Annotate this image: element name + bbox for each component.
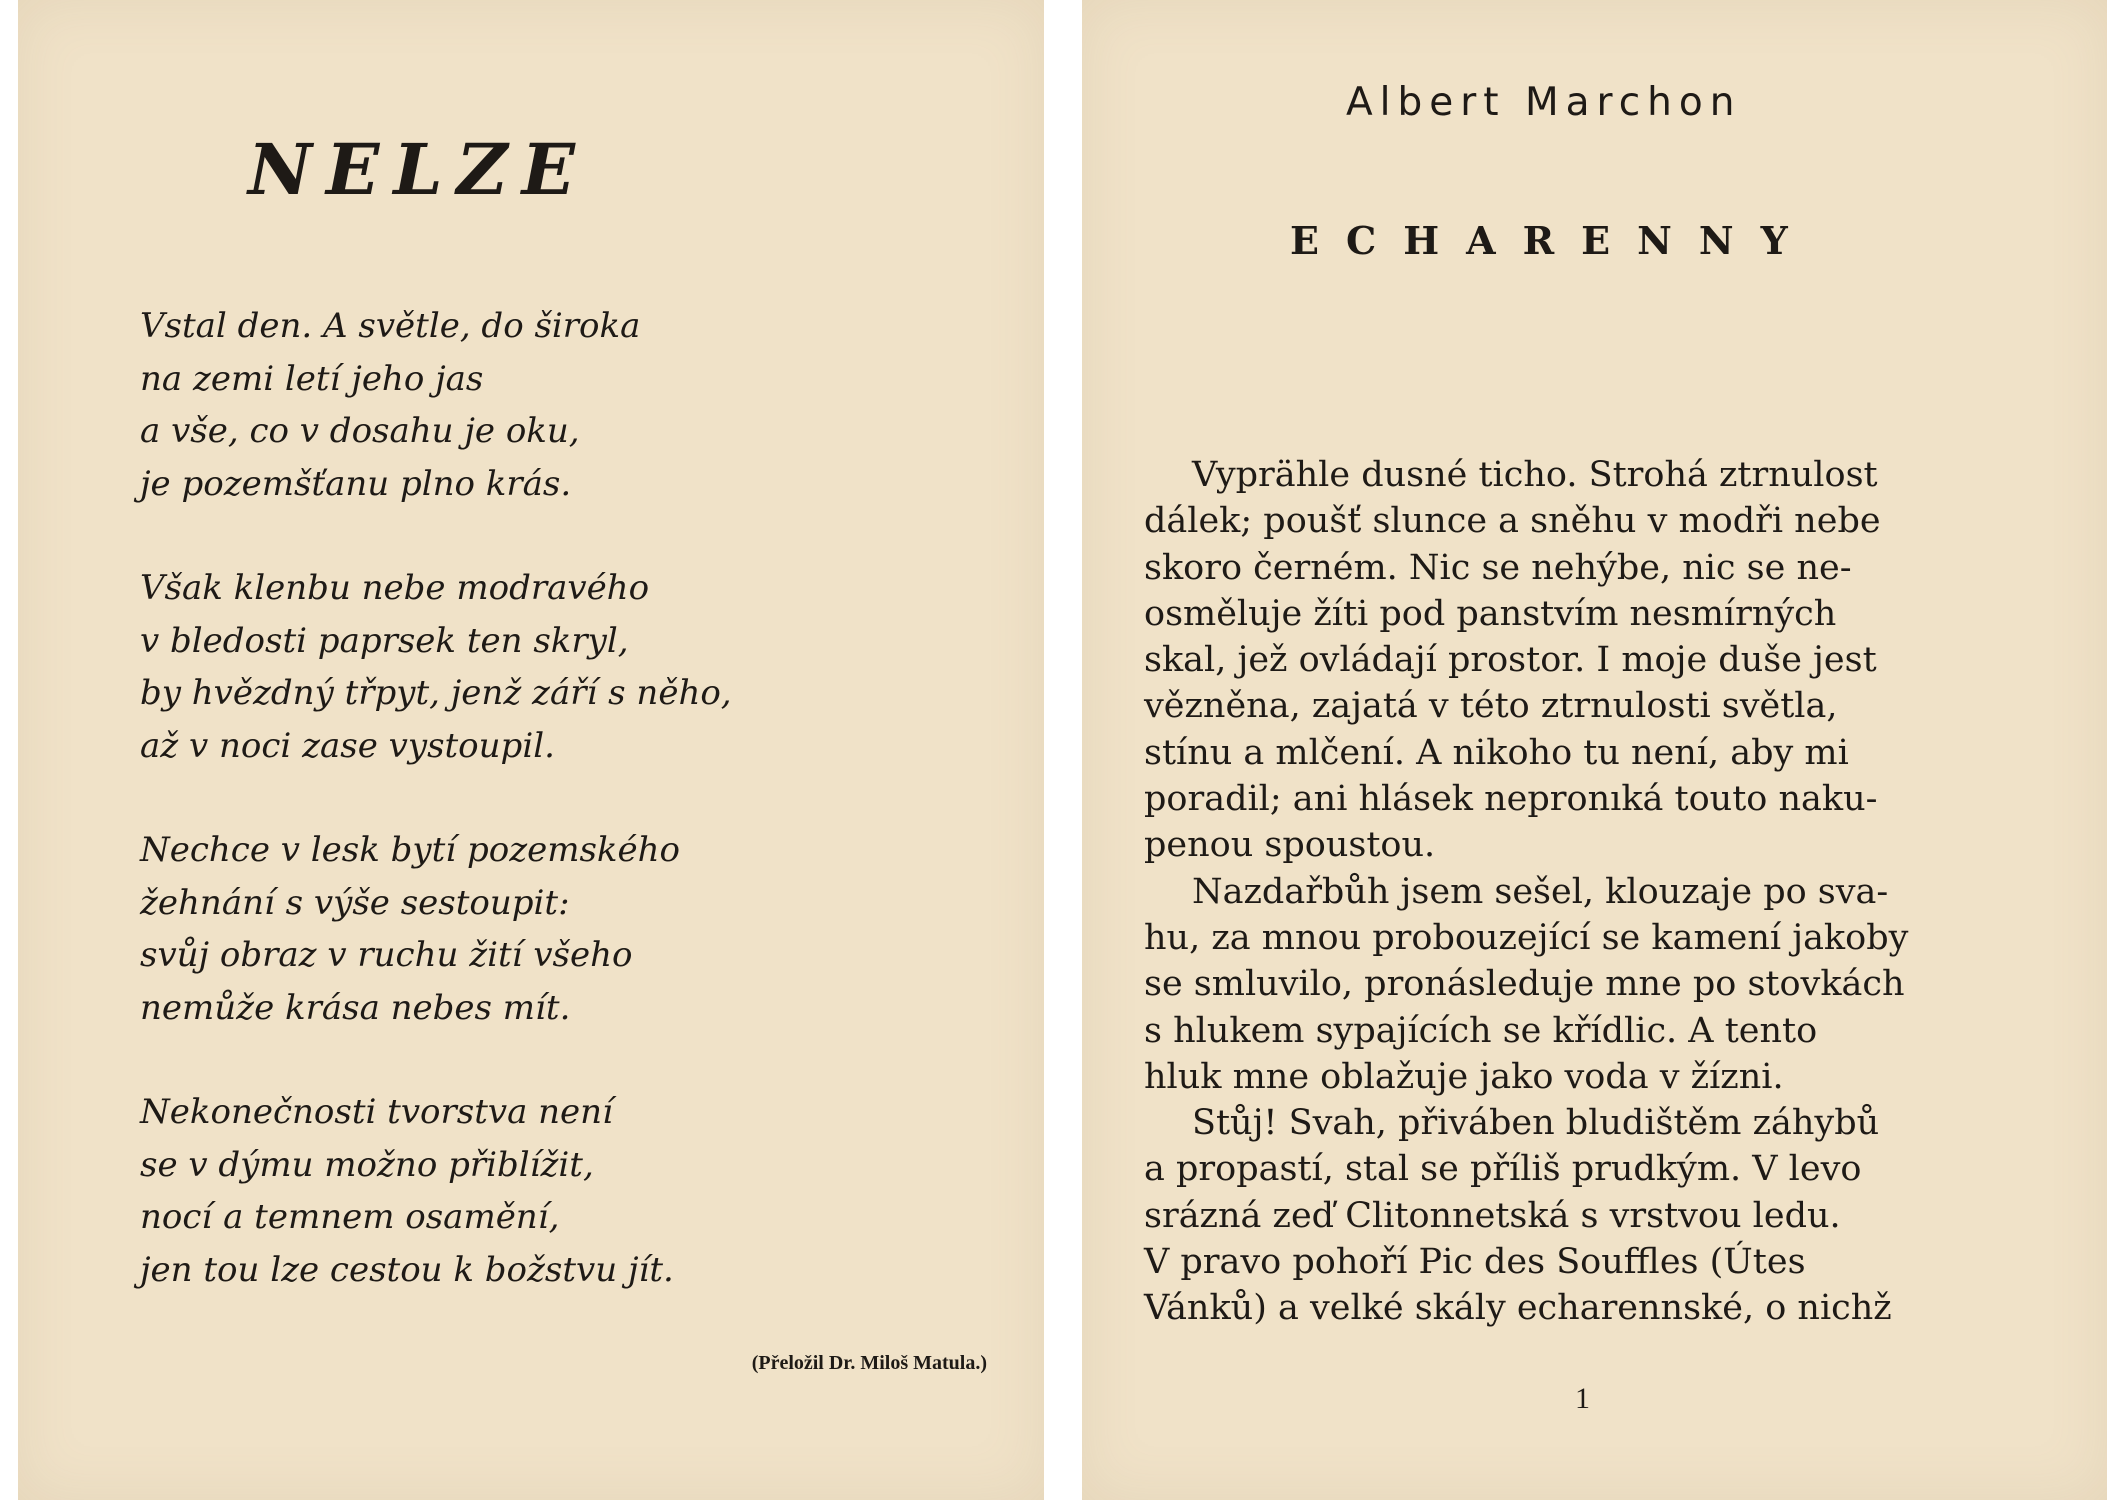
prose-line: hu, za mnou probouzející se kamení jakoby (1144, 917, 1909, 958)
prose-line: skal, jež ovládají prostor. I moje duše jest (1144, 640, 1877, 681)
verse-line: nocí a temnem osamění, (140, 1197, 560, 1237)
verse-line: v bledosti paprsek ten skryl, (140, 620, 629, 661)
stanza-2 (140, 562, 732, 772)
prose-line: srázná zeď Clitonnetská s vrstvou ledu. (1144, 1195, 1841, 1236)
prose-line: a propastí, stal se příliš prudkým. V levo (1144, 1149, 1862, 1190)
verse-line: Nechce v lesk bytí pozemského (140, 830, 681, 870)
prose-line: Vyprähle dusné ticho. Strohá ztrnulost (1192, 455, 1878, 495)
prose-line: Stůj! Svah, přiváben bludištěm záhybů (1192, 1103, 1880, 1144)
verse-line: by hvězdný třpyt, jenž září s něho, (140, 673, 732, 713)
stanza-1 (140, 300, 640, 510)
left-page (18, 0, 1044, 1500)
prose-line: hluk mne oblažuje jako voda v žízni. (1144, 1056, 1784, 1097)
prose-text (1144, 452, 2120, 1332)
stanza-3 (140, 824, 680, 1034)
verse-line: nemůže krása nebes mít. (140, 987, 571, 1028)
prose-line: poradil; ani hlásek nepronıká touto naku- (1144, 779, 1878, 820)
verse-line: Však klenbu nebe modravého (140, 568, 650, 608)
prose-line: se smluvilo, pronásleduje mne po stovkách (1144, 964, 1905, 1005)
verse-line: svůj obraz v ruchu žití všeho (140, 935, 633, 975)
prose-line: penou spoustou. (1144, 825, 1436, 866)
verse-line: jen tou lze cestou k božstvu jít. (140, 1249, 674, 1290)
prose-line: vězněna, zajatá v této ztrnulosti světla, (1144, 686, 1838, 727)
verse-line: na zemi letí jeho jas (140, 358, 484, 399)
prose-line: Nazdařbůh jsem sešel, klouzaje po sva- (1192, 871, 1889, 912)
prose-line: s hlukem sypajících se křídlic. A tento (1144, 1010, 1818, 1051)
author-name: Albert Marchon (1346, 80, 1742, 125)
prose-line: dálek; poušť slunce a sněhu v modři nebe (1144, 501, 1881, 542)
translator-note: (Přeložil Dr. Miloš Matula.) (751, 1352, 987, 1374)
prose-line: osměluje žíti pod panstvím nesmírných (1144, 593, 1837, 634)
prose-line: stínu a mlčení. A nikoho tu není, aby mi (1144, 732, 1849, 773)
verse-line: Nekonečnosti tvorstva není (140, 1092, 613, 1132)
prose-line: skoro černém. Nic se nehýbe, nic se ne- (1144, 547, 1852, 588)
prose-line: V pravo pohoří Pic des Souffles (Útes (1144, 1242, 1806, 1283)
story-title: ECHARENNY (1290, 218, 1815, 263)
page-number: 1 (1575, 1382, 1590, 1415)
verse-line: žehnání s výše sestoupit: (140, 882, 570, 923)
verse-line: se v dýmu možno přiblížit, (140, 1144, 594, 1185)
poem-title: NELZE (248, 128, 590, 211)
prose-line: Vánků) a velké skály echarennské, o nichž (1144, 1288, 1892, 1329)
verse-line: až v noci zase vystoupil. (140, 725, 555, 766)
right-page (1082, 0, 2107, 1500)
stanza-4 (140, 1086, 674, 1296)
verse-line: Vstal den. A světle, do široka (140, 306, 641, 346)
verse-line: a vše, co v dosahu je oku, (140, 411, 580, 451)
verse-line: je pozemšťanu plno krás. (140, 463, 572, 504)
